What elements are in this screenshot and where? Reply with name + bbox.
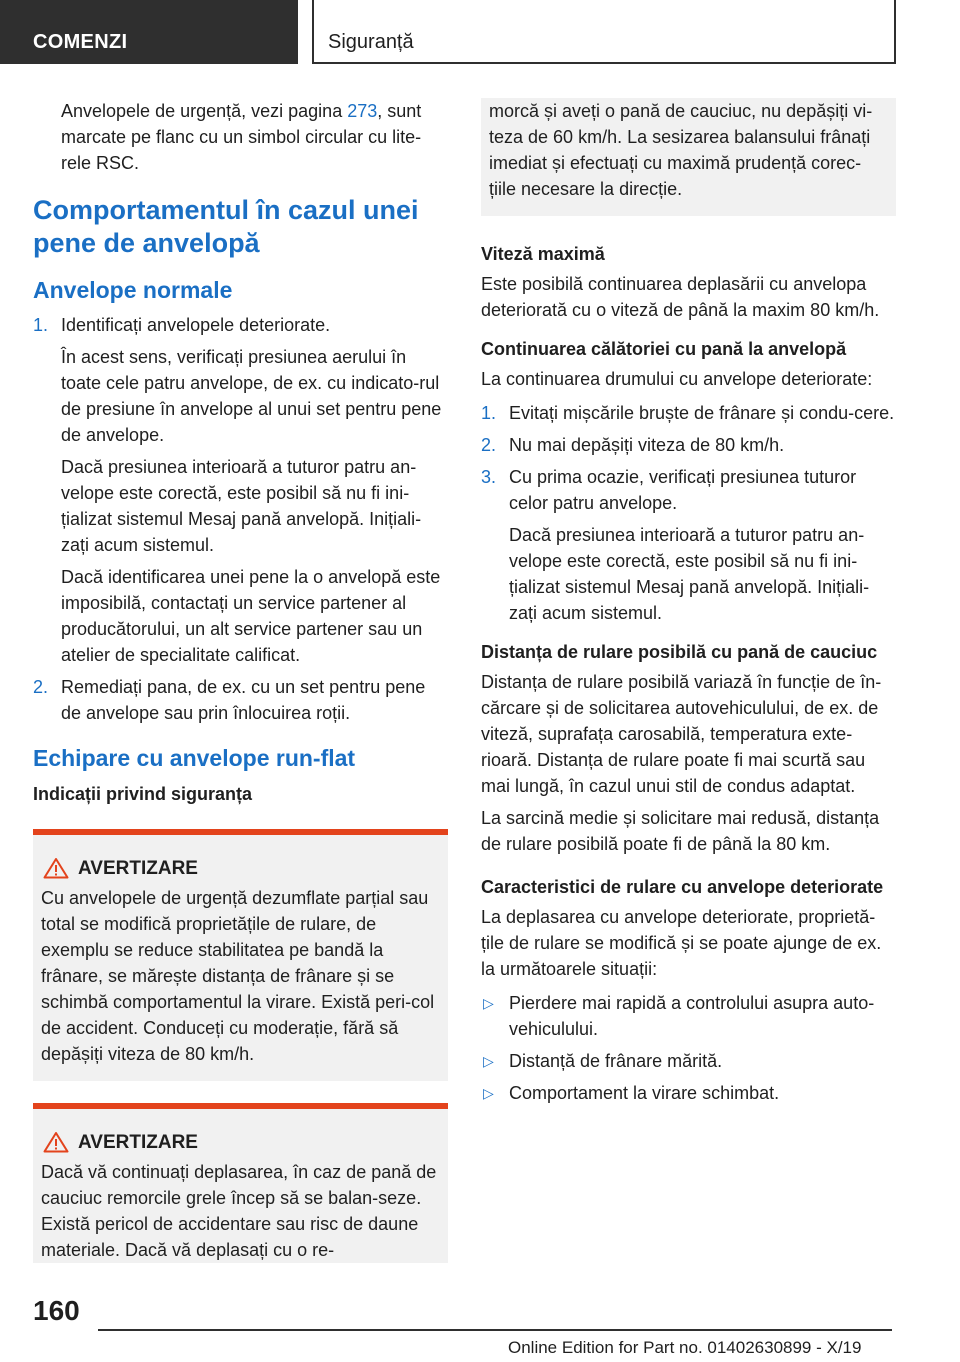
page-number: 160: [33, 1295, 80, 1326]
distance-text: Distanța de rulare posibilă variază în funcție de în‐cărcare și de solicitarea autovehiculului, de ex. de viteză, suprafața carosabilă, temperatura exte‐rioară. Distanța de rulare poate fi mai scurtă sau mai lungă, în cazul unui stil de condus adaptat.: [481, 672, 882, 796]
bullet-text: Comportament la virare schimbat.: [509, 1083, 780, 1103]
warning-box: [33, 829, 448, 1081]
intro-paragraph: Anvelopele de urgență, vezi pagina 273, sunt marcate pe flanc cu un simbol circular cu lite‐rele RSC.: [61, 101, 422, 173]
triangle-bullet-icon: ▷: [483, 1053, 494, 1069]
warning-text-continued: morcă și aveți o pană de cauciuc, nu depășiți vi‐teza de 60 km/h. La sesizarea balansului frânați imediat și efectuați cu maximă prudență corec‐țiile necesare la direcție.: [489, 101, 873, 199]
list-item: [33, 674, 448, 726]
section-tab-label: Siguranță: [328, 31, 414, 53]
footer-divider: [98, 1329, 892, 1331]
section-tab[interactable]: [312, 0, 896, 64]
characteristics-heading: Caracteristici de rulare cu anvelope deteriorate: [481, 877, 884, 897]
distance-heading: Distanța de rulare posibilă cu pană de cauciuc: [481, 642, 878, 662]
max-speed-text: Este posibilă continuarea deplasării cu anvelopa deteriorată cu o viteză de până la maxim 80 km/h.: [481, 274, 880, 320]
list-number: 2.: [481, 435, 497, 455]
safety-heading: Indicații privind siguranța: [33, 784, 253, 804]
warning-box: [33, 1103, 448, 1263]
warning-box-continued: [481, 98, 896, 216]
warning-title: AVERTIZARE: [41, 1131, 440, 1155]
warning-text: Cu anvelopele de urgență dezumflate parțial sau total se modifică proprietățile de rulare, de exemplu se reduce stabilitatea pe bandă la frânare, se mărește distanța de frânare și se schimbă comportamentul la virare. Există peri‐col de accident. Conduceți cu moderație, fără să depășiți viteza de 80 km/h.: [41, 888, 435, 1064]
bullet-text: Pierdere mai rapidă a controlului asupra auto‐vehiculului.: [509, 993, 875, 1039]
list-item-para: În acest sens, verificați presiunea aerului în toate cele patru anvelope, de ex. cu indicato‐rul de presiune în anvelope al unui set pentru pene de anvelope.: [61, 347, 442, 445]
list-item-para: Dacă identificarea unei pene la o anvelopă este imposibilă, contactați un service partener al producătorului, un alt service partener sau un atelier de specialitate calificat.: [61, 567, 441, 665]
list-number: 3.: [481, 467, 497, 487]
warning-triangle-icon: [43, 1131, 69, 1153]
list-item: [481, 432, 896, 458]
triangle-bullet-icon: ▷: [483, 995, 494, 1011]
bullet-item: [481, 990, 896, 1042]
list-item: [481, 464, 896, 626]
right-column: [481, 98, 896, 1106]
edition-note: Online Edition for Part no. 01402630899 - X/19: [508, 1338, 862, 1357]
warning-title: AVERTIZARE: [41, 857, 440, 881]
list-item-text: Nu mai depășiți viteza de 80 km/h.: [509, 435, 785, 455]
continue-text: La continuarea drumului cu anvelope deteriorate:: [481, 369, 873, 389]
bullet-item: [481, 1048, 896, 1074]
chapter-tab[interactable]: [0, 0, 298, 64]
list-item-text: Remediați pana, de ex. cu un set pentru pene de anvelope sau prin înlocuirea roții.: [61, 677, 426, 723]
bullet-item: [481, 1080, 896, 1106]
list-item-text: Evitați mișcările bruște de frânare și condu‐cere.: [509, 403, 895, 423]
triangle-bullet-icon: ▷: [483, 1085, 494, 1101]
warning-text: Dacă vă continuați deplasarea, în caz de pană de cauciuc remorcile grele încep să se balan‐seze. Există pericol de accidentare sau risc de daune materiale. Dacă vă deplasați cu o re‐: [41, 1162, 437, 1260]
subsection-heading-runflat: Echipare cu anvelope run-flat: [33, 745, 356, 771]
list-item-para: Dacă presiunea interioară a tuturor patru an‐velope este corectă, este posibil să nu fi ini‐țializat sistemul Mesaj pană anvelopă. Inițiali‐zați acum sistemul.: [61, 457, 422, 555]
page-link[interactable]: 273: [347, 101, 378, 121]
list-item-text: Identificați anvelopele deteriorate.: [61, 315, 331, 335]
max-speed-heading: Viteză maximă: [481, 244, 605, 264]
list-item: [33, 312, 448, 668]
subsection-heading-normal: Anvelope normale: [33, 277, 233, 303]
distance-text: La sarcină medie și solicitare mai redusă, distanța de rulare posibilă poate fi de până la 80 km.: [481, 808, 880, 854]
list-number: 2.: [33, 677, 49, 697]
list-item: [481, 400, 896, 426]
chapter-tab-label: COMENZI: [33, 31, 128, 53]
list-number: 1.: [481, 403, 497, 423]
left-column: [33, 98, 448, 1263]
list-item-para: Dacă presiunea interioară a tuturor patru an‐velope este corectă, este posibil să nu fi ini‐țializat sistemul Mesaj pană anvelopă. Inițiali‐zați acum sistemul.: [509, 525, 870, 623]
characteristics-text: La deplasarea cu anvelope deteriorate, proprietă‐țile de rulare se modifică și se poate ajunge de ex. la următoarele situații:: [481, 907, 882, 979]
section-heading: Comportamentul în cazul unei pene de anvelopă: [33, 195, 419, 258]
continue-heading: Continuarea călătoriei cu pană la anvelopă: [481, 339, 847, 359]
list-item-text: Cu prima ocazie, verificați presiunea tuturor celor patru anvelope.: [509, 467, 857, 513]
bullet-text: Distanță de frânare mărită.: [509, 1051, 723, 1071]
warning-triangle-icon: [43, 857, 69, 879]
list-number: 1.: [33, 315, 49, 335]
